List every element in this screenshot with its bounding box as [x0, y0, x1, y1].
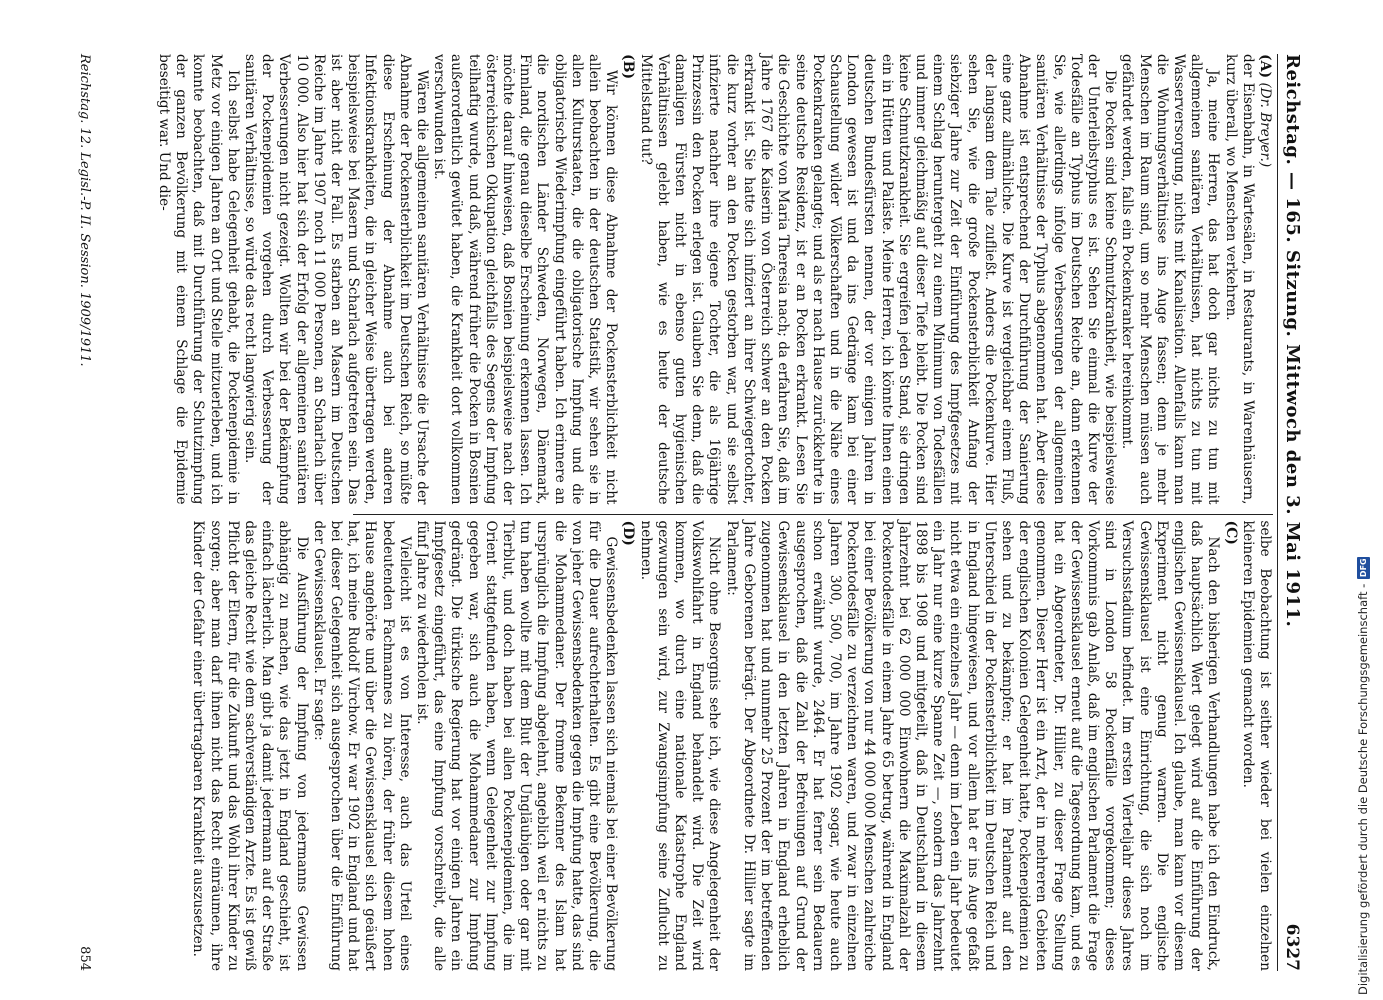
margin-marker-d-label: (D)	[620, 520, 637, 546]
paragraph: der Eisenbahn, in Wartesälen, in Restaurants, in Warenhäusern, kurz überall, wo Menschen verkehren.	[1222, 54, 1256, 505]
margin-marker-b	[619, 54, 636, 505]
margin-marker-b-label: (B)	[620, 54, 637, 80]
paragraph: Ich selbst habe Gelegenheit gehabt, die Pockenepidemie in Metz vor einigen Jahren an Ort und Stelle mitzuerleben, und ich konnte beobachten, daß mit Durchführung der Schutzimpfung der ganzen Bevölkerung mit einem Schlage die Epidemie beseitigt war. Und die-	[156, 54, 241, 505]
credit-text: Digitalisierung gefördert durch die Deutsche Forschungsgemeinschaft -	[1356, 583, 1370, 995]
margin-marker-c-label: (C)	[1222, 520, 1239, 545]
dfg-logo-icon: DFG	[1358, 558, 1368, 578]
left-column	[155, 54, 1273, 505]
paragraph: Nach den bisherigen Verhandlungen habe ich den Eindruck, daß hauptsächlich Wert gelegt wird auf die Einführung der englischen Gewissensklausel. Ich glaube, man kann vor diesem Experiment nicht genug warnen. Die englische Gewissensklausel ist eine Einrichtung, die sich noch im Versuchsstadium befindet. Im ersten Vierteljahr dieses Jahres sind in London 58 Pockenfälle vorgekommen; dieses Vorkommnis gab Anlaß, daß im englischen Parlament die Frage der Gewissensklausel erneut auf die Tagesordnung kam, und es hat ein Abgeordneter, Dr. Hillier, zu dieser Frage Stellung genommen. Dieser Herr ist ein Arzt, der in mehreren Gebieten der englischen Kolonien Gelegenheit hatte, Pockenepidemien zu sehen und zu bekämpfen; er hat im Parlament auf den Unterschied in der Pockensterblichkeit im Deutschen Reich und in England hingewiesen, und vor allem hat er ins Auge gefaßt nicht etwa ein einzelnes Jahr — denn im Leben ein Jahr bedeutet ein Jahr nur eine kurze Spanne Zeit —, sondern das Jahrzehnt 1898 bis 1908 und mitgeteilt, daß in Deutschland in diesem Jahrzehnt bei 62 000 000 Einwohnern die Maximalzahl der Pockentodesfälle in einem Jahre 65 betrug, während in England bei einer Bevölkerung von nur 44 000 000 Menschen zahlreiche Pockentodesfälle zu verzeichnen waren, und zwar in einzelnen Jahren 300, 500, 700, im Jahre 1902 sogar, wie heute auch schon erwähnt wurde, 2464. Er hat ferner sein Bedauern ausgesprochen, daß die Zahl der Befreiungen auf Grund der Gewissensklausel in den letzten Jahren in England erheblich zugenommen hat und nunmehr 25 Prozent der im betreffenden Jahre Geborenen beträgt. Der Abgeordnete Dr. Hillier sagte im Parlament:	[723, 520, 1222, 971]
quotation: Nicht ohne Besorgnis sehe ich, wie diese Angelegenheit der Volkswohlfahrt in England behandelt wird. Die Zeit wird kommen, wo durch eine nationale Katastrophe England gezwungen sein wird, zur Zwangsimpfung seine Zuflucht zu nehmen.	[637, 520, 723, 971]
paragraph: Wären die allgemeinen sanitären Verhältnisse die Ursache der Abnahme der Pockensterblichkeit im Deutschen Reich, so müßte diese Erscheinung der Abnahme auch bei anderen Infektionskrankheiten, die in gleicher Weise übertragen werden, beispielsweise bei Masern und Scharlach aufgetreten sein. Das ist aber nicht der Fall. Es starben an Masern im Deutschen Reiche im Jahre 1907 noch 11 000 Personen, an Scharlach über 10 000. Also hier hat sich der Erfolg der allgemeinen sanitären Verbesserungen nicht gezeigt. Wollten wir bei der Bekämpfung der Pockenepidemien vorgehen durch Verbesserung der sanitären Verhältnisse, so würde das recht langwierig sein.	[242, 54, 431, 505]
paragraph: Wir können diese Abnahme der Pockensterblichkeit nicht allein beobachten in der deutschen Statistik, wir sehen sie in allen Kulturstaaten, die die obligatorische Impfung und die obligatorische Wiederimpfung eingeführt haben. Ich erinnere an die nordischen Länder Schweden, Norwegen, Dänemark, Finnland, die genau dieselbe Erscheinung erkennen lassen. Ich möchte darauf hinweisen, daß Bosnien beispielsweise nach der österreichischen Okkupation gleichfalls des Segens der Impfung teilhaftig wurde, und daß, während früher die Pocken in Bosnien außerordentlich gewütet haben, die Krankheit dort vollkommen verschwunden ist.	[431, 54, 620, 505]
header-title: Reichstag. — 165. Sitzung. Mittwoch den 3. Mai 1911.	[1282, 54, 1303, 628]
right-column	[155, 521, 1273, 972]
text-columns	[155, 54, 1273, 971]
paragraph: Ja, meine Herren, das hat doch gar nichts zu tun mit allgemeinen sanitären Verhältnissen, hat nichts zu tun mit Wasserversorgung, nichts mit Kanalisation. Allenfalls kann man die Wohnungsverhältnisse ins Auge fassen; denn je mehr Menschen im Raum sind, um so mehr Menschen müssen auch gefährdet werden, falls ein Pockenkranker hereinkommt.	[1119, 54, 1222, 505]
page-footer	[77, 54, 92, 971]
paragraph: selbe Beobachtung ist seither wieder bei vielen einzelnen kleineren Epidemien gemacht worden.	[1239, 520, 1273, 971]
paragraph: Die Pocken sind keine Schmutzkrankheit, wie beispielsweise der Unterleibstyphus es ist. Sehen Sie einmal die Kurve der Todesfälle an Typhus im Deutschen Reiche an, dann erkennen Sie, wie allerdings infolge Verbesserungen der allgemeinen sanitären Verhältnisse der Typhus abgenommen hat. Aber diese Abnahme ist entsprechend der Durchführung der Sanierung eine ganz allmähliche. Die Kurve ist vergleichbar einem Fluß, der langsam dem Tale zufließt. Anders die Pockenkurve. Hier sehen Sie, wie die große Pockensterblichkeit Anfang der siebziger Jahre zur Zeit der Einführung des Impfgesetzes mit einem Schlag heruntergeht zu einem Minimum von Todesfällen und immer gleichmäßig auf dieser Tiefe bleibt. Die Pocken sind keine Schmutzkrankheit. Sie ergreifen jeden Stand, sie dringen ein in Hütten und Paläste. Meine Herren, ich könnte Ihnen einen deutschen Bundesfürsten nennen, der vor einigen Jahren in London gewesen ist und da ins Gedränge kam bei einer Schaustellung wilder Völkerschaften und in die Nähe eines Pockenkranken gelangte; und als er nach Hause zurückkehrte in seine deutsche Residenz, ist er an Pocken erkrankt. Lesen Sie die Geschichte von Maria Theresia nach; da erfahren Sie, daß im Jahre 1767 die Kaiserin von Österreich schwer an den Pocken erkrankt ist. Sie hatte sich infiziert an ihrer Schwiegertochter, die kurz vorher an den Pocken gestorben war, und sie selbst infizierte nachher ihre eigene Tochter, die als 16jährige Prinzessin den Pocken erlegen ist. Glauben Sie denn, daß die damaligen Fürsten nicht in ebenso guten hygienischen Verhältnissen gelebt haben, wie es heute der deutsche Mittelstand tut?	[637, 54, 1119, 505]
footer-source: Reichstag. 12. Legisl.-P. II. Session. 1909/1911.	[77, 54, 92, 367]
column-separator	[353, 514, 1273, 515]
digitization-credit	[1356, 557, 1370, 995]
paragraph: Vielleicht ist es von Interesse, auch das Urteil eines bedeutenden Fachmannes zu hören, der früher diesem hohen Hause angehörte und über die Gewissensklausel sich geäußert hat, ich meine Rudolf Virchow. Er war 1902 in England und hat bei dieser Gelegenheit sich ausgesprochen über die Einführung der Gewissensklausel. Er sagte:	[310, 520, 413, 971]
document-page	[60, 40, 1320, 985]
paragraph: Gewissensbedenken lassen sich niemals bei einer Bevölkerung für die Dauer aufrechterhalten. Es gibt eine Bevölkerung, die von jeher Gewissensbedenken gegen die Impfung hatte, das sind die Mohammedaner. Der fromme Bekenner des Islam hat ursprünglich die Impfung abgelehnt, angeblich weil er nichts zu tun haben wollte mit dem Blut der Ungläubigen oder gar mit Tierblut, und doch haben bei allen Pockenepidemien, die im Orient stattgefunden haben, wenn Gelegenheit zur Impfung gegeben war, sich auch die Mohammedaner zur Impfung gedrängt. Die türkische Regierung hat vor einigen Jahren ein Impfgesetz eingeführt, das eine Impfung vorschreibt, die alle fünf Jahre zu wiederholen ist.	[414, 520, 620, 971]
page-header	[1277, 54, 1312, 971]
quotation: Die Ausführung der Impfung von jedermanns Gewissen abhängig zu machen, wie das jetzt in England geschieht, ist einfach lächerlich. Man gibt ja damit jedermann auf der Straße das gleiche Recht wie dem sachverständigen Arzte. Es ist gewiß Pflicht der Eltern, für die Zukunft und das Wohl ihrer Kinder zu sorgen; aber man darf ihnen nicht das Recht einräumen, ihre Kinder der Gefahr einer übertragbaren Krankheit auszusetzen.	[190, 520, 310, 971]
speaker-name: (Dr. Breyer.)	[1257, 82, 1273, 168]
footer-number: 854	[77, 946, 92, 971]
margin-marker-a: (A)	[1257, 54, 1273, 79]
margin-marker-d	[619, 521, 636, 972]
margin-marker-c	[1221, 521, 1238, 972]
speaker-line	[1256, 54, 1273, 505]
page-number: 6327	[1282, 923, 1302, 971]
